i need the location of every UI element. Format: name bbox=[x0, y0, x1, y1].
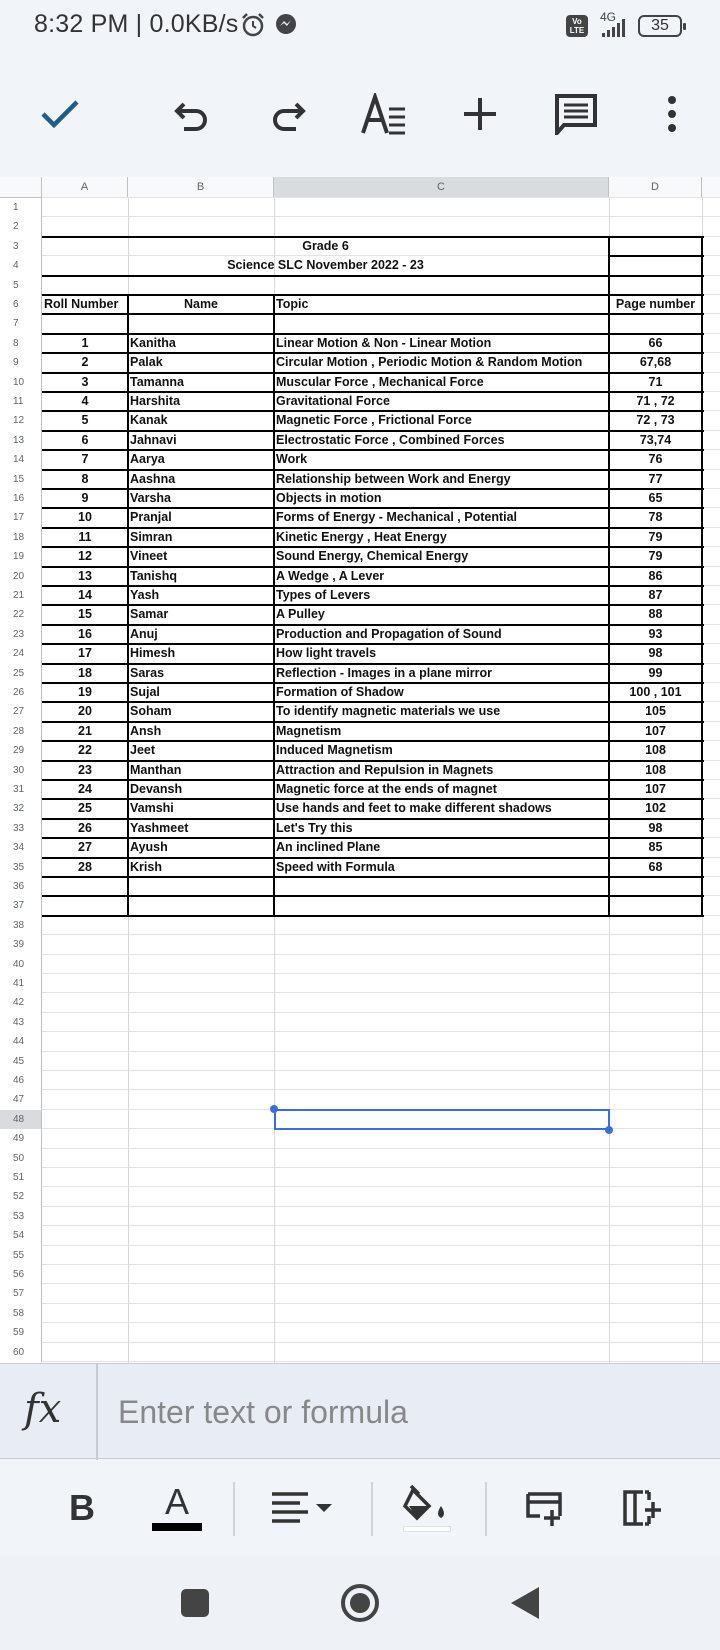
column-header-b[interactable]: B bbox=[128, 177, 274, 198]
cell-page[interactable]: 105 bbox=[645, 704, 666, 719]
table-border bbox=[42, 469, 704, 471]
cell-page[interactable]: 71 bbox=[648, 374, 663, 389]
cell-topic[interactable]: Types of Levers bbox=[276, 588, 371, 602]
grid-line bbox=[42, 197, 720, 198]
column-header-extra bbox=[702, 177, 720, 198]
row-header[interactable]: 39 bbox=[0, 935, 42, 954]
cell-topic[interactable]: Objects in motion bbox=[276, 491, 382, 505]
cell-name[interactable]: Yash bbox=[130, 588, 160, 602]
table-border bbox=[42, 701, 704, 703]
table-border bbox=[42, 566, 704, 568]
row-header[interactable]: 60 bbox=[0, 1343, 42, 1362]
cell-topic[interactable]: Work bbox=[276, 452, 308, 467]
text-color-icon[interactable] bbox=[150, 1480, 204, 1536]
row-header[interactable]: 30 bbox=[0, 761, 42, 780]
alarm-icon bbox=[240, 12, 266, 43]
cell-topic[interactable]: Relationship between Work and Energy bbox=[276, 471, 511, 486]
row-header[interactable]: 1 bbox=[0, 198, 42, 217]
cell-topic[interactable]: Sound Energy, Chemical Energy bbox=[276, 549, 469, 564]
cell-page[interactable]: 79 bbox=[648, 529, 663, 544]
cell-name[interactable]: Devansh bbox=[130, 782, 183, 796]
cell-topic[interactable]: An inclined Plane bbox=[276, 840, 381, 855]
formula-input[interactable] bbox=[118, 1392, 698, 1432]
row-header[interactable]: 53 bbox=[0, 1207, 42, 1226]
cell-topic[interactable]: Let's Try this bbox=[276, 820, 353, 835]
fx-icon[interactable]: fx bbox=[24, 1386, 62, 1432]
row-header[interactable]: 7 bbox=[0, 314, 42, 333]
cell-topic[interactable]: Reflection - Images in a plane mirror bbox=[276, 665, 493, 680]
sheet-subtitle[interactable]: Science SLC November 2022 - 23 bbox=[227, 258, 424, 273]
text-color-swatch bbox=[152, 1523, 202, 1531]
row-header[interactable]: 6 bbox=[0, 295, 42, 314]
select-all-corner[interactable] bbox=[0, 177, 42, 198]
signal-icon bbox=[596, 10, 630, 39]
table-border bbox=[42, 760, 704, 762]
table-border bbox=[42, 915, 704, 917]
cell-page[interactable]: 71 , 72 bbox=[636, 394, 675, 408]
cell-name[interactable]: Ansh bbox=[130, 723, 162, 738]
row-header[interactable]: 59 bbox=[0, 1323, 42, 1342]
row-header[interactable]: 24 bbox=[0, 644, 42, 663]
column-header-a[interactable]: A bbox=[42, 177, 128, 198]
row-header[interactable]: 50 bbox=[0, 1149, 42, 1168]
cell-page[interactable]: 73,74 bbox=[639, 432, 672, 447]
cell-topic[interactable]: Magnetic Force , Frictional Force bbox=[276, 413, 472, 428]
row-header[interactable]: 31 bbox=[0, 780, 42, 799]
cell-topic[interactable]: How light travels bbox=[276, 646, 377, 661]
cell-name[interactable]: Simran bbox=[130, 529, 173, 544]
cell-roll[interactable]: 18 bbox=[78, 665, 92, 680]
row-header[interactable]: 4 bbox=[0, 256, 42, 275]
cell-name[interactable]: Pranjal bbox=[130, 510, 172, 525]
table-border bbox=[42, 546, 704, 548]
table-border bbox=[273, 294, 275, 917]
cell-roll[interactable]: 11 bbox=[78, 529, 92, 544]
grid-line bbox=[42, 1283, 720, 1284]
cell-roll[interactable]: 14 bbox=[78, 588, 92, 602]
cell-topic[interactable]: Kinetic Energy , Heat Energy bbox=[276, 529, 447, 544]
table-border bbox=[701, 294, 703, 917]
table-border bbox=[42, 449, 704, 451]
row-header[interactable]: 43 bbox=[0, 1013, 42, 1032]
grid-line bbox=[42, 1070, 720, 1071]
row-header[interactable]: 13 bbox=[0, 431, 42, 450]
cell-topic[interactable]: A Wedge , A Lever bbox=[276, 568, 385, 583]
row-header[interactable]: 44 bbox=[0, 1032, 42, 1051]
cell-roll[interactable]: 10 bbox=[78, 510, 92, 525]
align-icon[interactable] bbox=[270, 1480, 340, 1536]
cell-roll[interactable]: 24 bbox=[78, 782, 92, 796]
check-icon[interactable] bbox=[32, 86, 88, 142]
table-border bbox=[608, 294, 610, 917]
header-topic[interactable]: Topic bbox=[276, 297, 309, 311]
cell-name[interactable]: Ayush bbox=[130, 840, 168, 855]
cell-name[interactable]: Himesh bbox=[130, 646, 176, 661]
table-border bbox=[42, 876, 704, 878]
grid-line bbox=[42, 973, 720, 974]
text-format-icon[interactable] bbox=[356, 86, 412, 142]
insert-column-icon[interactable] bbox=[618, 1480, 666, 1536]
cell-name[interactable]: Palak bbox=[130, 355, 163, 370]
cell-roll[interactable]: 12 bbox=[78, 549, 92, 564]
grid-line bbox=[42, 1342, 720, 1343]
status-time-speed: 8:32 PM | 0.0KB/s bbox=[34, 10, 239, 38]
cell-roll[interactable]: 2 bbox=[81, 355, 89, 370]
table-border bbox=[42, 333, 704, 335]
fill-color-icon[interactable] bbox=[400, 1480, 454, 1536]
table-border bbox=[42, 818, 704, 820]
cell-roll[interactable]: 9 bbox=[81, 491, 89, 505]
cell-roll[interactable]: 25 bbox=[78, 801, 92, 816]
fill-color-swatch bbox=[403, 1526, 451, 1532]
row-header[interactable]: 32 bbox=[0, 799, 42, 818]
recents-icon[interactable] bbox=[170, 1578, 220, 1628]
cell-page[interactable]: 87 bbox=[648, 588, 663, 602]
cell-page[interactable]: 85 bbox=[648, 840, 663, 855]
table-border bbox=[42, 624, 704, 626]
cell-page[interactable]: 68 bbox=[648, 859, 663, 874]
table-border bbox=[42, 410, 704, 412]
cell-topic[interactable]: Gravitational Force bbox=[276, 394, 390, 408]
row-header[interactable]: 58 bbox=[0, 1304, 42, 1323]
grid-line bbox=[42, 1089, 720, 1090]
table-border bbox=[42, 294, 704, 296]
row-header[interactable]: 19 bbox=[0, 547, 42, 566]
cell-page[interactable]: 93 bbox=[648, 626, 663, 641]
redo-icon[interactable] bbox=[260, 86, 316, 142]
format-separator bbox=[485, 1482, 487, 1536]
battery-icon: 35 bbox=[638, 15, 682, 37]
cell-roll[interactable]: 15 bbox=[78, 607, 92, 622]
cell-name[interactable]: Jeet bbox=[130, 743, 156, 758]
grid-line bbox=[42, 1303, 720, 1304]
cell-roll[interactable]: 22 bbox=[78, 743, 92, 758]
grid-line bbox=[42, 1051, 720, 1052]
cell-page[interactable]: 102 bbox=[645, 801, 666, 816]
table-border bbox=[42, 352, 704, 354]
cell-page[interactable]: 98 bbox=[648, 820, 663, 835]
row-header[interactable]: 40 bbox=[0, 955, 42, 974]
cell-name[interactable]: Tamanna bbox=[130, 374, 184, 389]
cell-page[interactable]: 99 bbox=[648, 665, 663, 680]
cell-page[interactable]: 77 bbox=[648, 471, 663, 486]
cell-page[interactable]: 107 bbox=[645, 782, 666, 796]
row-header[interactable]: 21 bbox=[0, 586, 42, 605]
cell-roll[interactable]: 17 bbox=[78, 646, 92, 661]
grid-line bbox=[42, 1031, 720, 1032]
cell-page[interactable]: 78 bbox=[648, 510, 663, 525]
cell-page[interactable]: 86 bbox=[648, 568, 663, 583]
table-border bbox=[42, 721, 704, 723]
cell-name[interactable]: Kanak bbox=[130, 413, 168, 428]
formula-bar bbox=[0, 1363, 720, 1459]
table-border bbox=[42, 798, 704, 800]
row-header[interactable]: 2 bbox=[0, 217, 42, 236]
table-border bbox=[42, 585, 704, 587]
cell-roll[interactable]: 20 bbox=[78, 704, 92, 719]
cell-page[interactable]: 76 bbox=[648, 452, 663, 467]
cell-name[interactable]: Sujal bbox=[130, 685, 160, 699]
cell-topic[interactable]: Use hands and feet to make different shadows bbox=[276, 801, 552, 816]
row-header[interactable]: 18 bbox=[0, 528, 42, 547]
cell-topic[interactable]: A Pulley bbox=[276, 607, 325, 622]
cell-name[interactable]: Varsha bbox=[130, 491, 172, 505]
status-right bbox=[566, 10, 682, 39]
undo-icon[interactable] bbox=[164, 86, 220, 142]
selection-handle-start[interactable] bbox=[270, 1105, 278, 1113]
table-border bbox=[42, 643, 704, 645]
grid-line bbox=[42, 1225, 720, 1226]
back-icon[interactable] bbox=[500, 1578, 550, 1628]
row-header[interactable]: 33 bbox=[0, 819, 42, 838]
cell-name[interactable]: Manthan bbox=[130, 762, 182, 777]
row-header[interactable]: 38 bbox=[0, 916, 42, 935]
cell-roll[interactable]: 16 bbox=[78, 626, 92, 641]
row-header[interactable]: 3 bbox=[0, 237, 42, 256]
table-border bbox=[127, 294, 129, 917]
selected-cell[interactable] bbox=[274, 1109, 610, 1130]
table-border bbox=[42, 837, 704, 839]
system-nav-bar bbox=[0, 1556, 720, 1650]
top-toolbar bbox=[0, 56, 720, 176]
cell-page[interactable]: 88 bbox=[648, 607, 663, 622]
cell-page[interactable]: 72 , 73 bbox=[636, 413, 675, 428]
cell-roll[interactable]: 28 bbox=[78, 859, 92, 874]
row-header[interactable]: 11 bbox=[0, 392, 42, 411]
grid-line bbox=[42, 1206, 720, 1207]
row-header[interactable]: 29 bbox=[0, 741, 42, 760]
cell-page[interactable]: 108 bbox=[645, 762, 666, 777]
table-border bbox=[42, 391, 704, 393]
row-header[interactable]: 28 bbox=[0, 722, 42, 741]
grid-line bbox=[42, 992, 720, 993]
table-border bbox=[42, 507, 704, 509]
cell-name[interactable]: Soham bbox=[130, 704, 172, 719]
row-header[interactable]: 55 bbox=[0, 1246, 42, 1265]
table-border bbox=[42, 682, 704, 684]
spreadsheet-grid[interactable] bbox=[0, 177, 720, 1363]
table-border bbox=[42, 527, 704, 529]
table-border bbox=[42, 275, 704, 277]
status-bar bbox=[0, 0, 720, 56]
cell-roll[interactable]: 13 bbox=[78, 568, 92, 583]
grid-line bbox=[42, 1186, 720, 1187]
bold-icon[interactable] bbox=[62, 1480, 102, 1536]
format-separator bbox=[371, 1482, 373, 1536]
cell-topic[interactable]: Circular Motion , Periodic Motion & Random Motion bbox=[276, 355, 583, 370]
cell-name[interactable]: Jahnavi bbox=[130, 432, 177, 447]
formula-divider bbox=[96, 1364, 98, 1460]
cell-topic[interactable]: Attraction and Repulsion in Magnets bbox=[276, 762, 494, 777]
cell-name[interactable]: Vineet bbox=[130, 549, 168, 564]
row-header[interactable]: 57 bbox=[0, 1284, 42, 1303]
row-header[interactable]: 25 bbox=[0, 664, 42, 683]
cell-roll[interactable]: 8 bbox=[81, 471, 89, 486]
table-border bbox=[609, 255, 704, 257]
table-border bbox=[42, 430, 704, 432]
sheet-title[interactable]: Grade 6 bbox=[302, 238, 349, 253]
header-page-number[interactable]: Page number bbox=[615, 297, 696, 311]
grid-line bbox=[42, 1148, 720, 1149]
row-header[interactable]: 36 bbox=[0, 877, 42, 896]
row-header[interactable]: 35 bbox=[0, 858, 42, 877]
selection-handle-end[interactable] bbox=[605, 1126, 613, 1134]
cell-roll[interactable]: 6 bbox=[81, 432, 89, 447]
cell-roll[interactable]: 5 bbox=[81, 413, 89, 428]
table-border bbox=[42, 604, 704, 606]
cell-roll[interactable]: 27 bbox=[78, 840, 92, 855]
cell-page[interactable]: 98 bbox=[648, 646, 663, 661]
cell-name[interactable]: Vamshi bbox=[130, 801, 174, 816]
cell-roll[interactable]: 3 bbox=[81, 374, 89, 389]
row-header[interactable]: 56 bbox=[0, 1265, 42, 1284]
volte-icon: Vo LTE bbox=[566, 15, 588, 37]
cell-name[interactable]: Yashmeet bbox=[130, 820, 189, 835]
grid-line bbox=[42, 1245, 720, 1246]
grid-line bbox=[42, 934, 720, 935]
row-header[interactable]: 23 bbox=[0, 625, 42, 644]
header-name[interactable]: Name bbox=[183, 297, 219, 311]
cell-page[interactable]: 67,68 bbox=[639, 355, 672, 370]
row-header[interactable]: 8 bbox=[0, 334, 42, 353]
row-header[interactable]: 46 bbox=[0, 1071, 42, 1090]
table-border bbox=[701, 236, 703, 296]
cell-name[interactable]: Tanishq bbox=[130, 568, 177, 583]
row-header[interactable]: 14 bbox=[0, 450, 42, 469]
grid-line bbox=[42, 1322, 720, 1323]
cell-name[interactable]: Harshita bbox=[130, 394, 181, 408]
grid-line bbox=[42, 1361, 720, 1362]
cell-roll[interactable]: 7 bbox=[81, 452, 89, 467]
row-header[interactable]: 42 bbox=[0, 993, 42, 1012]
status-icons bbox=[240, 12, 298, 43]
row-header[interactable]: 5 bbox=[0, 276, 42, 295]
table-border bbox=[42, 372, 704, 374]
row-header[interactable]: 22 bbox=[0, 605, 42, 624]
cell-page[interactable]: 100 , 101 bbox=[629, 685, 682, 699]
cell-topic[interactable]: Production and Propagation of Sound bbox=[276, 626, 502, 641]
cell-roll[interactable]: 19 bbox=[78, 685, 92, 699]
home-icon[interactable] bbox=[335, 1578, 385, 1628]
row-header[interactable]: 52 bbox=[0, 1187, 42, 1206]
cell-page[interactable]: 107 bbox=[645, 723, 666, 738]
cell-topic[interactable]: Formation of Shadow bbox=[276, 685, 404, 699]
row-header[interactable]: 15 bbox=[0, 470, 42, 489]
cell-topic[interactable]: Linear Motion & Non - Linear Motion bbox=[276, 335, 492, 350]
cell-topic[interactable]: Magnetism bbox=[276, 723, 342, 738]
row-header[interactable]: 47 bbox=[0, 1090, 42, 1109]
cell-roll[interactable]: 21 bbox=[78, 723, 92, 738]
cell-page[interactable]: 65 bbox=[648, 491, 663, 505]
cell-roll[interactable]: 26 bbox=[78, 820, 92, 835]
cell-name[interactable]: Saras bbox=[130, 665, 165, 680]
cell-page[interactable]: 79 bbox=[648, 549, 663, 564]
table-border bbox=[42, 236, 704, 238]
messenger-icon bbox=[274, 12, 298, 43]
table-border bbox=[42, 895, 704, 897]
cell-name[interactable]: Aashna bbox=[130, 471, 176, 486]
header-roll-number[interactable]: Roll Number bbox=[44, 297, 119, 311]
cell-topic[interactable]: Induced Magnetism bbox=[276, 743, 393, 758]
row-header[interactable]: 26 bbox=[0, 683, 42, 702]
cell-roll[interactable]: 4 bbox=[81, 394, 89, 408]
cell-page[interactable]: 66 bbox=[648, 335, 663, 350]
cell-name[interactable]: Anuj bbox=[130, 626, 158, 641]
more-icon[interactable] bbox=[644, 86, 700, 142]
comment-icon[interactable] bbox=[548, 86, 604, 142]
network-type: 4G bbox=[600, 10, 617, 24]
table-border bbox=[42, 488, 704, 490]
cell-roll[interactable]: 1 bbox=[81, 335, 89, 350]
row-header[interactable]: 16 bbox=[0, 489, 42, 508]
text-color-label: A bbox=[164, 1481, 189, 1522]
grid-line bbox=[42, 216, 720, 217]
cell-topic[interactable]: Speed with Formula bbox=[276, 859, 395, 874]
grid-line bbox=[42, 1167, 720, 1168]
add-icon[interactable] bbox=[452, 86, 508, 142]
table-border bbox=[608, 236, 610, 296]
cell-topic[interactable]: Forms of Energy - Mechanical , Potential bbox=[276, 510, 518, 525]
table-border bbox=[42, 313, 704, 315]
row-header[interactable]: 12 bbox=[0, 411, 42, 430]
cell-topic[interactable]: To identify magnetic materials we use bbox=[276, 704, 501, 719]
cell-name[interactable]: Kanitha bbox=[130, 335, 176, 350]
row-header[interactable]: 51 bbox=[0, 1168, 42, 1187]
bold-label: B bbox=[69, 1487, 95, 1528]
row-header[interactable]: 20 bbox=[0, 567, 42, 586]
cell-roll[interactable]: 23 bbox=[78, 762, 92, 777]
table-border bbox=[42, 663, 704, 665]
format-toolbar bbox=[0, 1460, 720, 1556]
row-header[interactable]: 54 bbox=[0, 1226, 42, 1245]
table-border bbox=[42, 740, 704, 742]
column-header-d[interactable]: D bbox=[609, 177, 702, 198]
row-header[interactable]: 49 bbox=[0, 1129, 42, 1148]
cell-topic[interactable]: Magnetic force at the ends of magnet bbox=[276, 782, 497, 796]
row-header[interactable]: 41 bbox=[0, 974, 42, 993]
grid-line bbox=[42, 1264, 720, 1265]
cell-topic[interactable]: Electrostatic Force , Combined Forces bbox=[276, 432, 505, 447]
row-header[interactable]: 9 bbox=[0, 353, 42, 372]
table-border bbox=[42, 779, 704, 781]
cell-page[interactable]: 108 bbox=[645, 743, 666, 758]
column-header-c[interactable]: C bbox=[274, 177, 609, 198]
row-header[interactable]: 10 bbox=[0, 373, 42, 392]
cell-name[interactable]: Aarya bbox=[130, 452, 165, 467]
row-header[interactable]: 17 bbox=[0, 508, 42, 527]
format-separator bbox=[233, 1482, 235, 1536]
row-header[interactable]: 34 bbox=[0, 838, 42, 857]
row-header[interactable]: 37 bbox=[0, 896, 42, 915]
cell-name[interactable]: Samar bbox=[130, 607, 169, 622]
cell-name[interactable]: Krish bbox=[130, 859, 162, 874]
grid-line bbox=[42, 1012, 720, 1013]
row-header[interactable]: 27 bbox=[0, 702, 42, 721]
row-header[interactable]: 45 bbox=[0, 1052, 42, 1071]
table-border bbox=[42, 857, 704, 859]
cell-topic[interactable]: Muscular Force , Mechanical Force bbox=[276, 374, 484, 389]
insert-row-icon[interactable] bbox=[520, 1480, 568, 1536]
row-header[interactable]: 48 bbox=[0, 1110, 42, 1129]
grid-line bbox=[42, 954, 720, 955]
